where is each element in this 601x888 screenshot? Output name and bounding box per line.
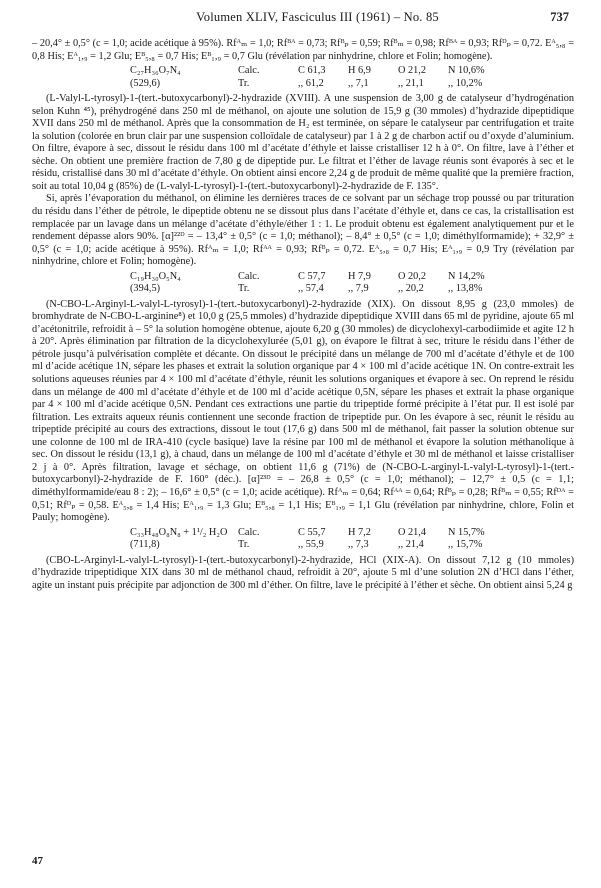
- running-header: [58, 10, 577, 26]
- calc-h: H 7,9: [348, 270, 371, 282]
- formula: C₂₇H₃₆O₇N₄: [130, 65, 181, 77]
- calc-o: O 21,2: [398, 65, 427, 77]
- found-o: ,, 20,2: [398, 283, 424, 295]
- found-h: ,, 7,1: [348, 77, 369, 89]
- found-n: ,, 13,8%: [448, 283, 483, 295]
- calc-n: N 14,2%: [448, 270, 485, 282]
- calc-h: H 7,2: [348, 526, 371, 538]
- elemental-analysis-2: [130, 271, 574, 296]
- found-h: ,, 7,9: [348, 283, 369, 295]
- found-n: ,, 15,7%: [448, 539, 483, 551]
- paragraph-3: Si, après l’évaporation du méthanol, on élimine les dernières traces de ce solvant par un séchage trop poussé ou par trituration du résidu dans l’éther de pétrole, le dipeptide obtenu ne se dissout plus dans l’acétate d’éthyle et, dans ce cas, la cristallisation est remplacée par un lavage dans un mélange d’acétate d’éthyle/éther 1 : 1. Le produit obtenu est également analytiquement pur et le rendement dépasse alors 90%. [α]²²ᴰ = – 13,4° ± 0,5° (c = 1,0; méthanol); – 8,4° ± 0,5° (c = 1,0; diméthylformamide); + 32,9° ± 0,5° (c = 1,0; acide acétique à 95%). Rfᴬₘ = 1,0; Rfᴬᴬ = 0,93; Rfᴮₚ = 0,72. Eᴬ₅,₈ = 0,7 His; Eᴬ₁,₉ = 0,9 Try (révélation par ninhydrine, chlore et Folin; homogène).: [32, 193, 574, 268]
- calc-label: Calc.: [238, 270, 260, 282]
- page-number: 737: [550, 10, 569, 24]
- molecular-weight: (529,6): [130, 77, 161, 89]
- calc-h: H 6,9: [348, 65, 371, 77]
- elemental-analysis-1: [130, 65, 574, 90]
- calc-c: C 57,7: [298, 270, 326, 282]
- found-o: ,, 21,4: [398, 539, 424, 551]
- calc-label: Calc.: [238, 526, 260, 538]
- found-label: Tr.: [238, 539, 250, 551]
- elemental-analysis-3: [130, 527, 574, 552]
- formula: C₃₃H₄₈O₈N₈ + 1¹/₂ H₂O: [130, 526, 228, 538]
- molecular-weight: (711,8): [130, 539, 160, 551]
- calc-o: O 21,4: [398, 526, 427, 538]
- paragraph-1: – 20,4° ± 0,5° (c = 1,0; acide acétique à 95%). Rfᴬₘ = 1,0; Rfᴮᴬ = 0,73; Rfᴮₚ = 0,59; Rfᴮₘ = 0,98; Rfᴮᴬ = 0,93; Rfᴰₚ = 0,72. Eᴬ₅,₈ = 0,8 His; Eᴬ₁,₉ = 1,2 Glu; Eᴮ₅,₈ = 0,7 His; Eᴮ₁,₉ = 0,7 Glu (révélation par ninhydrine, chlore et Folin; homogène).: [32, 38, 574, 62]
- paragraph-2: (L-Valyl-L-tyrosyl)-1-(tert.-butoxycarbonyl)-2-hydrazide (XVIII). A une suspension de 3,00 g de catalyseur d’hydrogénation selon Kuhn ⁴⁵), préhydrogéné dans 250 ml de méthanol, on ajoute une solution de 15,9 g (30 mmoles) d’hydrazide dipeptidique XVII dans 250 ml de méthanol. Après que la consommation de H₂ est terminée, on sépare le catalyseur par centrifugation et traite la solution (colorée en brun clair par une suspension colloïdale de catalyseur) par 1 à 2 g de charbon actif ou d’oxyde d’aluminium. On filtre, évapore à sec, dissout le résidu dans 100 ml d’acétate d’éthyle et laisse cristalliser 12 h à 0°. On filtre, lave à l’éther et sèche. On obtient une première fraction de 7,80 g de dipeptide pur. Le filtrat et l’éther de lavage réunis sont évaporés à sec et le résidu, cristallisé dans 30 ml d’acétate d’éthyle. On obtient ainsi encore 2,24 g de produit de même qualité que la première fraction, soit au total 10,04 g (85%) de (L-valyl-L-tyrosyl)-1-(tert.-butoxycarbonyl)-2-hydrazide de F. 135°.: [32, 93, 574, 192]
- paragraph-5: (CBO-L-Arginyl-L-valyl-L-tyrosyl)-1-(tert.-butoxycarbonyl)-2-hydrazide, HCl (XIX-A). On dissout 7,12 g (10 mmoles) d’hydrazide tripeptidique XIX dans 30 ml de méthanol chaud, refroidit à 20°, ajoute 5 ml d’une solution 2N d’HCl dans l’éther, agite un instant puis précipite par adjonction de 300 ml d’éther. On filtre, lave le précipité à l’éther et sèche. On obtient ainsi 5,24 g: [32, 554, 574, 591]
- found-c: ,, 61,2: [298, 77, 324, 89]
- paragraph-4: (N-CBO-L-Arginyl-L-valyl-L-tyrosyl)-1-(tert.-butoxycarbonyl)-2-hydrazide (XIX). On dissout 8,95 g (23,0 mmoles) de bromhydrate de N-CBO-L-arginine⁸) et 10,0 g (25,5 mmoles) d’hydrazide dipeptidique XVIII dans 65 ml de pyridine, ajoute 65 ml d’acétonitrile, refroidit à – 5° la solution homogène obtenue, ajoute 6,20 g (30 mmoles) de dicyclohexyl-carbodiimide et agite 12 h à 20°. Après élimination par filtration de la dicyclohexylurée (5,01 g), on évapore le filtrat à sec, triture le résidu dans l’éther de pétrole jusqu’à pulvérisation complète et décante. On dissout le précipité dans un mélange de 700 ml d’acétate d’éthyle et de 100 ml d’acide acétique 1N, sépare les phases et extrait la solution organique par 4 × 100 ml d’acide acétique 1N. On contre-extrait les solutions aqueuses réunies par 4 × 100 ml d’acétate d’éthyle, réunit les solutions organiques et évapore à sec. On reprend le résidu dans un mélange de 400 ml d’acétate d’éthyle et de 100 ml d’acide acétique 0,5N, sépare les phases et extrait la phase organique par 4 × 100 ml d’acide acétique 0,5N. Pendant ces extractions une partie du tripeptide formé précipite à l’état pur. Il est isolé par filtration. Les extraits aqueux réunis contiennent une seconde fraction de tripeptide pur. On les évapore à sec, réunit le résidu au tripeptide précipité au cours des extractions, dissout le tout (17,6 g) dans 500 ml de méthanol, fait passer la solution obtenue sur une colonne de 100 ml de IRA-410 (cycle basique) lave la résine par 100 ml de méthanol et évapore la solution méthanolique à sec. On dissout le résidu (13,1 g), à chaud, dans un mélange de 100 ml d’acétate d’éthyle et 30 ml de méthanol et laisse cristalliser 2 j à 0°. Après filtration, lavage et séchage, on obtient 11,6 g (71%) de (N-CBO-L-arginyl-L-valyl-L-tyrosyl)-1-(tert.-butoxycarbonyl)-2-hydrazide de F. 160° (déc.). [α]²³ᴰ = – 26,8 ± 0,5° (c = 1,0; méthanol); – 12,7° ± 0,5 (c = 1,1; diméthylformamide/eau 8 : 2); – 16,6° ± 0,5° (c = 1,0; acide acétique). Rfᴬₘ = 0,64; Rfᴬᴬ = 0,64; Rfᴮₚ = 0,28; Rfᴮₘ = 0,55; Rfᴰᴬ = 0,51; Rfᴰₚ = 0,58. Eᴬ₅,₈ = 1,4 His; Eᴬ₁,₉ = 1,3 Glu; Eᴮ₅,₈ = 1,1 His; Eᴮ₁,₉ = 1,1 Glu (révélation par ninhydrine, chlore, Folin et Pauly; homogène).: [32, 298, 574, 524]
- formula: C₁₉H₃₀O₅N₄: [130, 270, 181, 282]
- calc-n: N 15,7%: [448, 526, 485, 538]
- article-body: [32, 38, 574, 592]
- found-c: ,, 57,4: [298, 283, 324, 295]
- found-c: ,, 55,9: [298, 539, 324, 551]
- found-n: ,, 10,2%: [448, 77, 483, 89]
- signature-mark: 47: [32, 855, 43, 867]
- calc-o: O 20,2: [398, 270, 427, 282]
- calc-c: C 61,3: [298, 65, 326, 77]
- found-label: Tr.: [238, 283, 250, 295]
- calc-label: Calc.: [238, 65, 260, 77]
- calc-n: N 10,6%: [448, 65, 485, 77]
- found-h: ,, 7,3: [348, 539, 369, 551]
- molecular-weight: (394,5): [130, 283, 161, 295]
- found-label: Tr.: [238, 77, 250, 89]
- running-title: Volumen XLIV, Fasciculus III (1961) – No. 85: [196, 10, 439, 24]
- calc-c: C 55,7: [298, 526, 326, 538]
- found-o: ,, 21,1: [398, 77, 424, 89]
